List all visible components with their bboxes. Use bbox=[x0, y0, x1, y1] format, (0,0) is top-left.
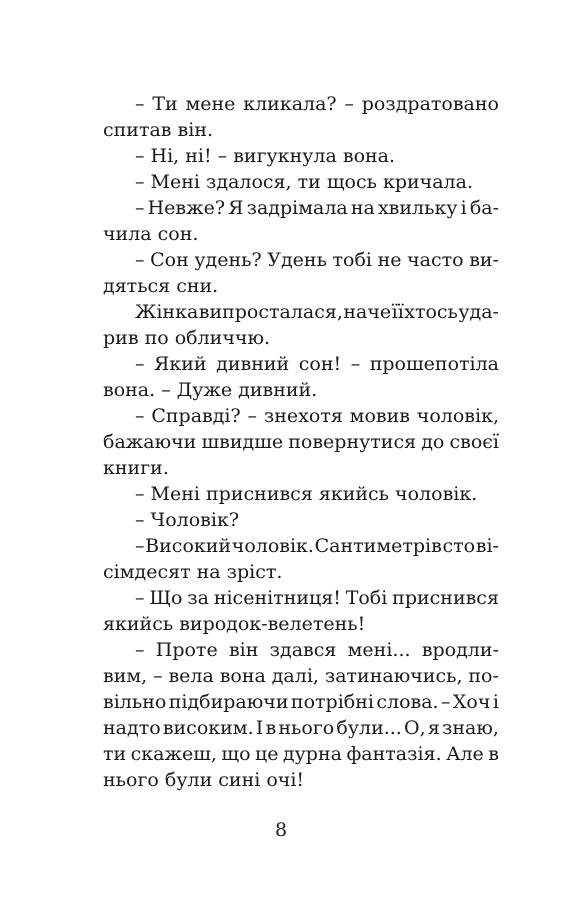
word: дурна bbox=[282, 743, 342, 765]
word: швидше bbox=[201, 431, 284, 453]
word: чоловік, bbox=[416, 405, 499, 427]
word: Удень bbox=[267, 249, 327, 271]
text-line: нього були сині очі! bbox=[103, 769, 305, 791]
word: – bbox=[135, 535, 145, 557]
text-line: дяться сни. bbox=[103, 275, 219, 297]
word: – bbox=[135, 93, 145, 115]
word: випросталася, bbox=[198, 301, 343, 323]
word: – bbox=[135, 197, 145, 219]
text-line: книги. bbox=[103, 457, 169, 479]
word: – bbox=[153, 665, 163, 687]
text-line bbox=[103, 715, 499, 741]
word: – bbox=[135, 249, 145, 271]
text-line: вона. – Дуже дивний. bbox=[103, 379, 318, 401]
text-line: сімдесят на зріст. bbox=[103, 561, 283, 583]
word: Невже? bbox=[147, 197, 226, 219]
word: Справді? bbox=[151, 405, 241, 427]
text-line bbox=[103, 533, 499, 559]
text-line: рив по обличчю. bbox=[103, 327, 271, 349]
word: Тобі bbox=[345, 587, 388, 609]
word: – bbox=[135, 353, 145, 375]
word: Що bbox=[149, 587, 183, 609]
word: і bbox=[492, 691, 499, 713]
word: ві- bbox=[475, 535, 499, 557]
word: дивний bbox=[216, 353, 290, 375]
word: до bbox=[421, 431, 445, 453]
word: Жінка bbox=[135, 301, 199, 323]
word: О, bbox=[404, 717, 426, 739]
text-line: чила сон. bbox=[103, 223, 199, 245]
body-text bbox=[103, 91, 499, 793]
word: наче bbox=[343, 301, 392, 323]
word: часто bbox=[407, 249, 464, 271]
word: сон! bbox=[298, 353, 342, 375]
word: нісенітниця! bbox=[213, 587, 341, 609]
text-line bbox=[103, 429, 499, 455]
text-line bbox=[103, 403, 499, 429]
word: прошепотіла bbox=[369, 353, 499, 375]
word: не bbox=[377, 249, 402, 271]
word: мені... bbox=[347, 639, 411, 661]
word: надто bbox=[103, 717, 161, 739]
word: – bbox=[135, 587, 145, 609]
word: слова. bbox=[376, 691, 439, 713]
word: фантазія. bbox=[346, 743, 442, 765]
word: по- bbox=[468, 665, 499, 687]
word: Сон bbox=[150, 249, 189, 271]
word: роздратовано bbox=[361, 93, 499, 115]
word: вродли- bbox=[421, 639, 499, 661]
word: своєї bbox=[449, 431, 499, 453]
word: вела bbox=[168, 665, 214, 687]
word: на bbox=[350, 197, 375, 219]
text-line: – Ні, ні! – вигукнула вона. bbox=[135, 145, 396, 167]
text-line bbox=[103, 689, 499, 715]
word: приснився bbox=[392, 587, 499, 609]
word: це bbox=[254, 743, 279, 765]
word: мене bbox=[185, 93, 236, 115]
word: удень? bbox=[194, 249, 262, 271]
word: і bbox=[460, 197, 467, 219]
word: здався bbox=[269, 639, 337, 661]
text-line: – Мені приснився якийсь чоловік. bbox=[135, 483, 478, 505]
word: бажаючи bbox=[103, 431, 197, 453]
word: кликала? bbox=[243, 93, 337, 115]
text-line bbox=[103, 195, 499, 221]
text-line: спитав він. bbox=[103, 119, 214, 141]
text-line: якийсь виродок-велетень! bbox=[103, 613, 366, 635]
word: Який bbox=[154, 353, 207, 375]
text-line bbox=[103, 247, 499, 273]
word: в bbox=[488, 743, 499, 765]
word: Проте bbox=[155, 639, 218, 661]
word: – bbox=[247, 405, 258, 427]
word: він bbox=[228, 639, 259, 661]
text-line: – Мені здалося, ти щось кричала. bbox=[135, 171, 473, 193]
word: ба- bbox=[469, 197, 499, 219]
text-line bbox=[103, 585, 499, 611]
text-line: – Чоловік? bbox=[135, 509, 240, 531]
word: сто bbox=[442, 535, 476, 557]
text-line bbox=[103, 637, 499, 663]
text-line bbox=[103, 299, 499, 325]
word: вільно bbox=[103, 691, 167, 713]
page-number: 8 bbox=[274, 819, 288, 841]
text-line bbox=[103, 663, 499, 689]
word: знаю, bbox=[442, 717, 499, 739]
word: І bbox=[255, 717, 264, 739]
word: потрібні bbox=[290, 691, 374, 713]
word: хтось bbox=[404, 301, 458, 323]
word: в bbox=[265, 717, 277, 739]
word: повернутися bbox=[288, 431, 417, 453]
word: затинаючись, bbox=[324, 665, 463, 687]
text-line bbox=[103, 351, 499, 377]
word: Я bbox=[228, 197, 244, 219]
word: підбираючи bbox=[168, 691, 289, 713]
word: за bbox=[187, 587, 209, 609]
word: Але bbox=[446, 743, 484, 765]
text-line bbox=[103, 741, 499, 767]
word: я bbox=[427, 717, 440, 739]
text-line bbox=[103, 91, 499, 117]
word: Високий bbox=[145, 535, 232, 557]
word: чоловік. bbox=[231, 535, 314, 557]
word: вона bbox=[219, 665, 266, 687]
word: далі, bbox=[271, 665, 319, 687]
word: мовив bbox=[349, 405, 410, 427]
word: Сантиметрів bbox=[314, 535, 442, 557]
word: високим. bbox=[162, 717, 254, 739]
word: хвильку bbox=[377, 197, 458, 219]
word: – bbox=[350, 353, 361, 375]
word: нього bbox=[278, 717, 335, 739]
word: знехотя bbox=[263, 405, 343, 427]
word: її bbox=[391, 301, 404, 323]
word: – bbox=[441, 691, 451, 713]
word: – bbox=[135, 639, 145, 661]
word: вим, bbox=[103, 665, 148, 687]
word: ти bbox=[103, 743, 127, 765]
word: уда- bbox=[458, 301, 499, 323]
word: задрімала bbox=[246, 197, 348, 219]
word: Ти bbox=[152, 93, 178, 115]
word: скажеш, bbox=[130, 743, 217, 765]
word: Хоч bbox=[452, 691, 491, 713]
word: – bbox=[135, 405, 145, 427]
word: ви- bbox=[469, 249, 499, 271]
word: тобі bbox=[332, 249, 372, 271]
word: були... bbox=[336, 717, 402, 739]
word: що bbox=[221, 743, 251, 765]
word: – bbox=[344, 93, 354, 115]
